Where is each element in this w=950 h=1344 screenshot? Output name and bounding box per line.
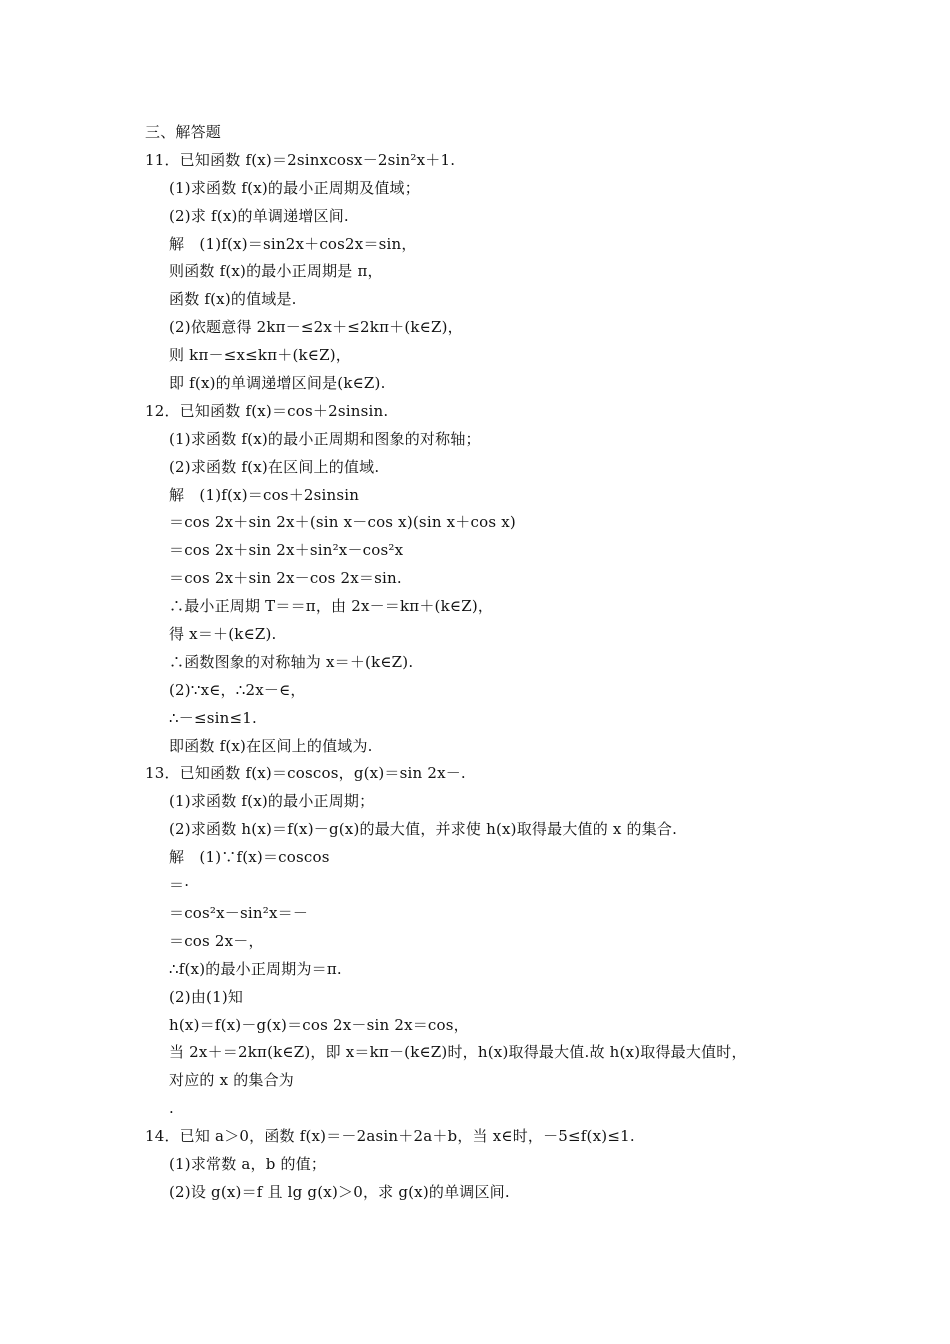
text-line: 即 f(x)的单调递增区间是(k∈Z). <box>169 374 386 393</box>
text-line: 则函数 f(x)的最小正周期是 π， <box>169 262 383 281</box>
text-line: (2)求函数 f(x)在区间上的值域. <box>169 457 380 476</box>
text-line: ＝cos 2x＋sin 2x＋(sin x－cos x)(sin x＋cos x) <box>169 513 516 532</box>
text-line: (1)求函数 f(x)的最小正周期及值域； <box>169 178 420 197</box>
text-line: (2)∵x∈，∴2x－∈， <box>169 680 306 699</box>
text-line: ＝cos 2x－， <box>169 931 264 950</box>
text-line: (2)求函数 h(x)＝f(x)－g(x)的最大值，并求使 h(x)取得最大值的 x 的集合. <box>169 820 678 839</box>
text-line: 解 (1)f(x)＝cos＋2sinsin <box>169 485 360 504</box>
text-line: ＝cos²x－sin²x＝－ <box>169 903 309 922</box>
text-line: 解 (1)f(x)＝sin2x＋cos2x＝sin， <box>169 234 417 253</box>
text-line: ∴f(x)的最小正周期为＝π. <box>169 959 342 978</box>
problem-heading: 13．已知函数 f(x)＝coscos，g(x)＝sin 2x－. <box>145 764 466 783</box>
text-line: (2)求 f(x)的单调递增区间. <box>169 206 349 225</box>
text-line: 当 2x＋＝2kπ(k∈Z)，即 x＝kπ－(k∈Z)时，h(x)取得最大值.故 h(x)取得最大值时， <box>169 1043 747 1062</box>
text-line: (1)求常数 a，b 的值； <box>169 1154 327 1173</box>
problem-heading: 11．已知函数 f(x)＝2sinxcosx－2sin²x＋1. <box>145 150 456 169</box>
text-line: ＝cos 2x＋sin 2x－cos 2x＝sin. <box>169 569 402 588</box>
text-line: ∴－≤sin≤1. <box>169 708 257 727</box>
text-line: ＝cos 2x＋sin 2x＋sin²x－cos²x <box>169 541 404 560</box>
text-line: ∴函数图象的对称轴为 x＝＋(k∈Z). <box>169 652 414 671</box>
text-line: (2)依题意得 2kπ－≤2x＋≤2kπ＋(k∈Z)， <box>169 318 463 337</box>
document-body <box>145 119 845 1207</box>
text-line: 对应的 x 的集合为 <box>169 1071 294 1090</box>
text-line: ＝· <box>169 876 190 895</box>
problem-heading: 14．已知 a＞0，函数 f(x)＝－2asin＋2a＋b，当 x∈时，－5≤f(x)≤1. <box>145 1127 635 1146</box>
problem-heading: 12．已知函数 f(x)＝cos＋2sinsin. <box>145 401 389 420</box>
text-line: (2)设 g(x)＝f 且 lg g(x)＞0，求 g(x)的单调区间. <box>169 1182 510 1201</box>
text-line: 即函数 f(x)在区间上的值域为. <box>169 736 373 755</box>
text-line: (2)由(1)知 <box>169 987 244 1006</box>
text-line: 解 (1)∵f(x)＝coscos <box>169 848 330 867</box>
text-line: 得 x＝＋(k∈Z). <box>169 625 277 644</box>
text-line: 则 kπ－≤x≤kπ＋(k∈Z)， <box>169 346 351 365</box>
text-line: h(x)＝f(x)－g(x)＝cos 2x－sin 2x＝cos， <box>169 1015 469 1034</box>
text-line: 函数 f(x)的值域是. <box>169 290 297 309</box>
text-line: ∴最小正周期 T＝＝π，由 2x－＝kπ＋(k∈Z)， <box>169 597 494 616</box>
text-line: (1)求函数 f(x)的最小正周期； <box>169 792 375 811</box>
text-line: . <box>169 1099 174 1118</box>
problem-heading: 三、解答题 <box>145 123 222 141</box>
text-line: (1)求函数 f(x)的最小正周期和图象的对称轴； <box>169 429 481 448</box>
